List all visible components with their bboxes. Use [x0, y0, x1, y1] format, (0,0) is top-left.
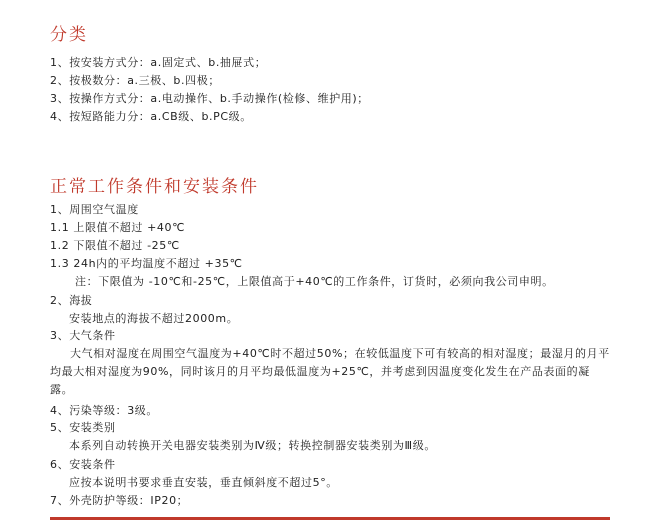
temperature-lower: 1.2 下限值不超过 -25℃ — [50, 239, 180, 252]
classification-item-3: 3、按操作方式分：a.电动操作、b.手动操作(检修、维护用)； — [50, 92, 369, 105]
atmosphere-heading: 3、大气条件 — [50, 329, 116, 342]
pollution-heading: 4、污染等级：3级。 — [50, 404, 158, 417]
altitude-heading: 2、海拔 — [50, 294, 93, 307]
conditions-title: 正常工作条件和安装条件 — [50, 177, 259, 197]
temperature-note: 注：下限值为 -10℃和-25℃，上限值高于+40℃的工作条件，订货时，必须向我公司申明。 — [75, 275, 554, 288]
altitude-text: 安装地点的海拔不超过2000m。 — [69, 312, 239, 325]
classification-title: 分类 — [50, 25, 88, 45]
bottom-divider — [50, 517, 610, 520]
atmosphere-text: 大气相对湿度在周围空气温度为+40℃时不超过50%；在较低温度下可有较高的相对湿度；最湿月的月平均最大相对湿度为90%，同时该月的月平均最低温度为+25℃，并考虑到因温度变化发生在产品表面的凝露。 — [50, 347, 610, 396]
protection-heading: 7、外壳防护等级：IP20； — [50, 494, 189, 507]
temperature-average: 1.3 24h内的平均温度不超过 +35℃ — [50, 257, 243, 270]
install-condition-heading: 6、安装条件 — [50, 458, 116, 471]
classification-item-4: 4、按短路能力分：a.CB级、b.PC级。 — [50, 110, 252, 123]
install-category-heading: 5、安装类别 — [50, 421, 116, 434]
install-condition-text: 应按本说明书要求垂直安装，垂直倾斜度不超过5°。 — [69, 476, 338, 489]
classification-item-2: 2、按极数分：a.三极、b.四极； — [50, 74, 220, 87]
temperature-upper: 1.1 上限值不超过 +40℃ — [50, 221, 186, 234]
classification-item-1: 1、按安装方式分：a.固定式、b.抽屉式； — [50, 56, 267, 69]
temperature-heading: 1、周围空气温度 — [50, 203, 139, 216]
install-category-text: 本系列自动转换开关电器安装类别为Ⅳ级；转换控制器安装类别为Ⅲ级。 — [69, 439, 436, 452]
